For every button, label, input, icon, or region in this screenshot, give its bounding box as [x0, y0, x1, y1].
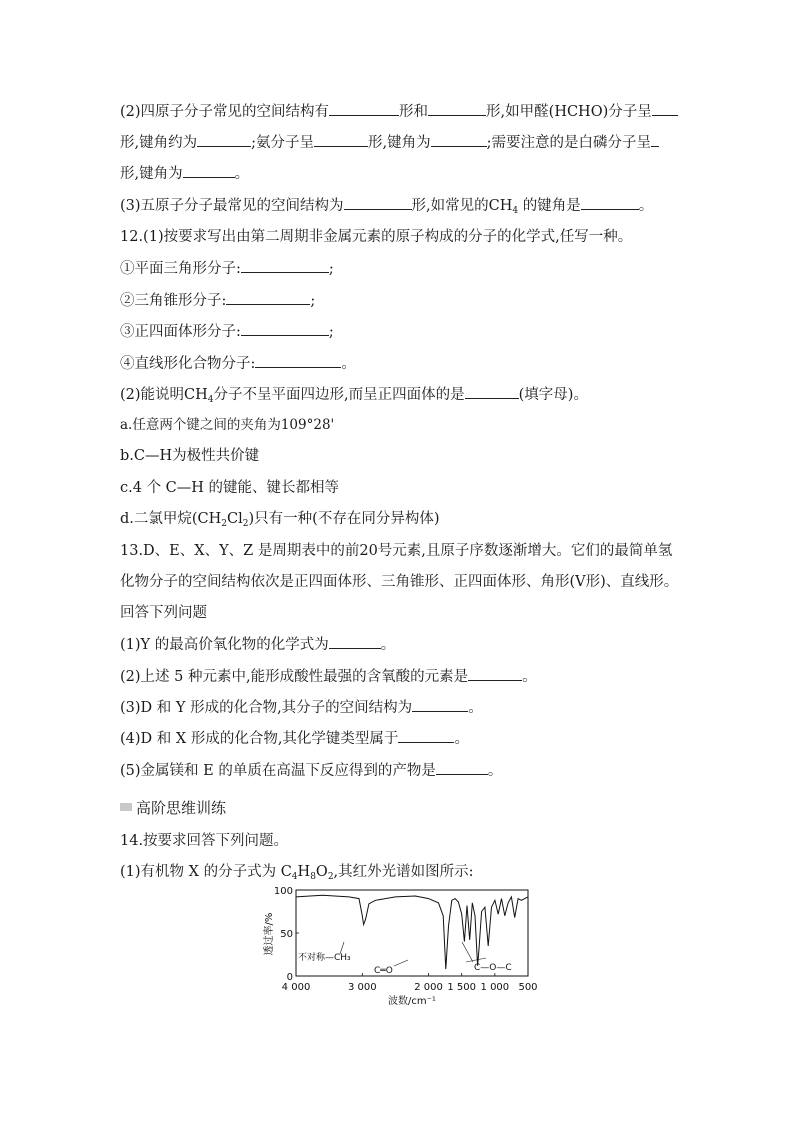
q13-part-3 [120, 697, 483, 718]
item-label: ②三角锥形分子: [120, 293, 227, 309]
q13-part-1 [120, 634, 395, 655]
text: ; [310, 293, 316, 309]
text: 形,键角为 [368, 135, 431, 151]
text: (1)有机物 X 的分子式为 C [120, 864, 292, 880]
annotation-asym-ch3: 不对称—CH₃ [298, 953, 351, 963]
answer-blank[interactable] [314, 132, 368, 147]
y-tick-label: 0 [286, 972, 293, 983]
text: 形,如常见的CH [411, 198, 513, 214]
text: d.二氯甲烷(CH [120, 511, 222, 527]
x-tick-label: 4 000 [281, 982, 311, 993]
text: (4)D 和 X 形成的化合物,其化学键类型属于 [120, 731, 399, 747]
y-axis-label: 透过率/% [264, 912, 275, 956]
answer-blank[interactable] [183, 163, 235, 178]
x-tick-label: 500 [518, 982, 538, 993]
text: 。 [234, 166, 250, 182]
answer-blank[interactable] [431, 132, 487, 147]
text: 。 [487, 763, 503, 779]
text: ;需要注意的是白磷分子呈 [486, 135, 651, 151]
text: ; [328, 324, 334, 340]
answer-blank[interactable] [241, 258, 329, 273]
answer-blank[interactable] [468, 666, 522, 681]
answer-blank[interactable] [652, 101, 678, 116]
x-tick-label: 3 000 [347, 982, 377, 993]
annotation-leader [466, 958, 486, 962]
text: (5)金属镁和 E 的单质在高温下反应得到的产物是 [120, 763, 436, 779]
text: O [315, 864, 328, 880]
x-axis-label: 波数/cm⁻¹ [388, 996, 436, 1007]
text: ; [328, 261, 334, 277]
text: (2)上述 5 种元素中,能形成酸性最强的含氧酸的元素是 [120, 669, 469, 685]
option-d [120, 509, 439, 534]
item-label: ④直线形化合物分子: [120, 356, 256, 372]
text: 。 [522, 669, 537, 685]
q12-2 [120, 384, 588, 410]
answer-blank[interactable] [581, 195, 639, 210]
text: 的键角是 [518, 198, 581, 214]
q13-stem-2: 化物分子的空间结构依次是正四面体形、三角锥形、正四面体形、角形(V形)、直线形。 [120, 574, 679, 590]
q12-item-1 [120, 258, 334, 279]
ir-spectrum-chart [258, 884, 538, 1009]
x-tick-label: 1 500 [447, 982, 477, 993]
q13-stem-3: 回答下列问题 [120, 605, 207, 621]
text: 形,如甲醛(HCHO)分子呈 [486, 104, 652, 120]
answer-blank[interactable] [428, 101, 486, 116]
item-label: ③正四面体形分子: [120, 324, 241, 340]
answer-blank[interactable] [226, 290, 310, 305]
text: (2)能说明CH [120, 387, 208, 403]
text: 形,键角约为 [120, 135, 198, 151]
q12-item-2 [120, 290, 315, 311]
y-tick-label: 100 [273, 886, 293, 897]
text: (2)四原子分子常见的空间结构有 [120, 104, 330, 120]
answer-blank[interactable] [255, 353, 341, 368]
annotation-leader [394, 960, 408, 966]
text: H [297, 864, 311, 880]
text: ;氨分子呈 [251, 135, 314, 151]
q13-stem-1: 13.D、E、X、Y、Z 是周期表中的前20号元素,且原子序数逐渐增大。它们的最简单氢 [120, 543, 673, 559]
y-tick-label: 50 [280, 929, 293, 940]
answer-blank[interactable] [651, 132, 659, 147]
text: 。 [468, 700, 483, 716]
text: 形和 [399, 104, 429, 120]
option-c: c.4 个 C—H 的键能、键长都相等 [120, 480, 340, 496]
annotation-coc: C—O—C [474, 963, 512, 973]
x-tick-label: 2 000 [414, 982, 443, 993]
q12-stem: 12.(1)按要求写出由第二周期非金属元素的原子构成的分子的化学式,任写一种。 [120, 229, 633, 245]
annotation-co: C═O [374, 966, 393, 976]
annotation-leader [462, 942, 473, 962]
answer-blank[interactable] [436, 760, 488, 775]
subscript: 4 [207, 395, 214, 405]
subscript: 2 [242, 519, 249, 529]
text: ,其红外光谱如图所示: [333, 864, 474, 880]
text: (3)五原子分子最常见的空间结构为 [120, 198, 344, 214]
q12-item-3 [120, 321, 334, 342]
subscript: 2 [327, 872, 334, 882]
answer-blank[interactable] [344, 195, 412, 210]
text: (填字母)。 [518, 387, 588, 403]
answer-blank[interactable] [465, 384, 519, 399]
text: (1)Y 的最高价氧化物的化学式为 [120, 637, 329, 653]
q11-2-line3 [120, 163, 249, 184]
answer-blank[interactable] [197, 132, 251, 147]
x-tick-label: 1 000 [480, 982, 510, 993]
answer-blank[interactable] [329, 634, 381, 649]
section-title: 高阶思维训练 [136, 799, 227, 817]
q14-stem: 14.按要求回答下列问题。 [120, 833, 289, 849]
subscript: 4 [291, 872, 298, 882]
q11-2-line1 [120, 101, 678, 122]
text: Cl [227, 511, 243, 527]
section-heading [120, 798, 226, 818]
section-bar-icon [120, 803, 132, 811]
q11-3 [120, 195, 653, 221]
option-a: a.任意两个键之间的夹角为109°28' [120, 417, 335, 433]
text: 。 [638, 198, 654, 214]
text: 形,键角为 [120, 166, 183, 182]
q13-part-4 [120, 728, 469, 749]
item-label: ①平面三角形分子: [120, 261, 241, 277]
text: 。 [341, 356, 356, 372]
q12-item-4 [120, 353, 356, 374]
q13-part-2 [120, 666, 537, 687]
subscript: 2 [221, 519, 228, 529]
text: 。 [454, 731, 469, 747]
text: 。 [380, 637, 396, 653]
q11-2-line2 [120, 132, 659, 153]
text: (3)D 和 Y 形成的化合物,其分子的空间结构为 [120, 700, 413, 716]
text: 分子不呈平面四边形,而呈正四面体的是 [213, 387, 465, 403]
answer-blank[interactable] [241, 321, 329, 336]
option-b: b.C—H为极性共价键 [120, 448, 260, 464]
subscript: 8 [310, 872, 316, 882]
answer-blank[interactable] [412, 697, 468, 712]
subscript: 4 [512, 206, 519, 216]
answer-blank[interactable] [398, 728, 454, 743]
text: )只有一种(不存在同分异构体) [248, 511, 440, 527]
answer-blank[interactable] [329, 101, 399, 116]
y-tick-labels [274, 886, 299, 983]
q13-part-5 [120, 760, 502, 781]
